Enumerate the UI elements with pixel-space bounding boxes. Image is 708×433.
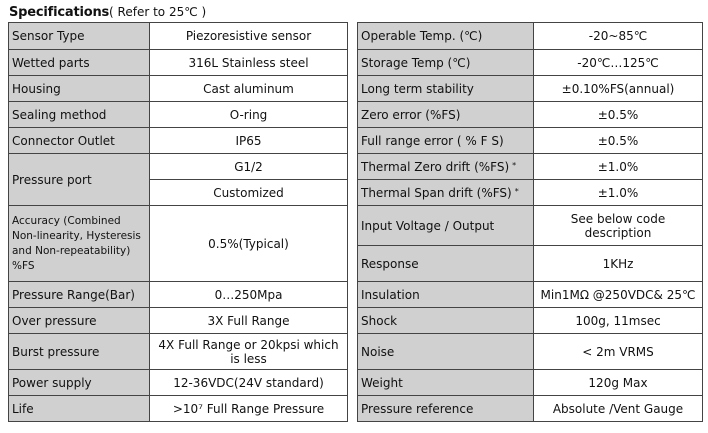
spec-value-insulation: Min1MΩ @250VDC& 25℃ [534, 282, 703, 308]
spec-label-sealing-method: Sealing method [9, 102, 150, 128]
spec-label-operable-temp: Operable Temp. (℃) [358, 23, 534, 50]
spec-value-over-pressure: 3X Full Range [150, 308, 348, 334]
spec-label-shock: Shock [358, 308, 534, 334]
spec-label-thermal-zero-drift [358, 154, 534, 180]
spec-label-long-term-stability: Long term stability [358, 76, 534, 102]
thermal-span-drift-text: Thermal Span drift (%FS) [361, 186, 512, 200]
spec-label-pressure-range: Pressure Range(Bar) [9, 282, 150, 308]
spec-label-zero-error: Zero error (%FS) [358, 102, 534, 128]
spec-label-noise: Noise [358, 334, 534, 370]
spec-value-pressure-port-customized: Customized [150, 180, 348, 206]
spec-value-pressure-port-g12: G1/2 [150, 154, 348, 180]
spec-label-response: Response [358, 246, 534, 282]
spec-value-response: 1KHz [534, 246, 703, 282]
spec-value-thermal-span-drift: ±1.0% [534, 180, 703, 206]
spec-value-long-term-stability: ±0.10%FS(annual) [534, 76, 703, 102]
spec-value-burst-pressure: 4X Full Range or 20kpsi which is less [150, 334, 348, 370]
spec-value-weight: 120g Max [534, 370, 703, 396]
spec-value-accuracy: 0.5%(Typical) [150, 206, 348, 282]
spec-label-storage-temp: Storage Temp (℃) [358, 50, 534, 76]
spec-label-thermal-span-drift [358, 180, 534, 206]
spec-heading: Specifications [9, 5, 110, 20]
spec-label-pressure-reference: Pressure reference [358, 396, 534, 422]
spec-label-insulation: Insulation [358, 282, 534, 308]
spec-value-sensor-type: Piezoresistive sensor [150, 23, 348, 50]
spec-reference-note: ( Refer to 25℃ ) [109, 5, 207, 19]
spec-value-power-supply: 12-36VDC(24V standard) [150, 370, 348, 396]
spec-title [9, 2, 206, 22]
spec-value-input-voltage-output: See below code description [534, 206, 703, 246]
spec-label-power-supply: Power supply [9, 370, 150, 396]
spec-value-life: >10⁷ Full Range Pressure [150, 396, 348, 422]
spec-label-full-range-error: Full range error ( % F S) [358, 128, 534, 154]
spec-value-sealing-method: O-ring [150, 102, 348, 128]
spec-label-burst-pressure: Burst pressure [9, 334, 150, 370]
spec-label-weight: Weight [358, 370, 534, 396]
specifications-table [8, 22, 703, 422]
spec-value-zero-error: ±0.5% [534, 102, 703, 128]
spec-value-noise: < 2m VRMS [534, 334, 703, 370]
spec-value-shock: 100g, 11msec [534, 308, 703, 334]
spec-value-connector-outlet: IP65 [150, 128, 348, 154]
spec-value-wetted-parts: 316L Stainless steel [150, 50, 348, 76]
spec-value-pressure-range: 0…250Mpa [150, 282, 348, 308]
spec-label-connector-outlet: Connector Outlet [9, 128, 150, 154]
spec-label-accuracy: Accuracy (Combined Non-linearity, Hysteresis and Non-repeatability) %FS [9, 206, 150, 282]
spec-value-full-range-error: ±0.5% [534, 128, 703, 154]
spec-label-wetted-parts: Wetted parts [9, 50, 150, 76]
footnote-mark: * [514, 187, 519, 196]
table-row [9, 23, 703, 50]
spec-value-thermal-zero-drift: ±1.0% [534, 154, 703, 180]
footnote-mark: * [512, 161, 517, 170]
spec-label-over-pressure: Over pressure [9, 308, 150, 334]
spec-label-input-voltage-output: Input Voltage / Output [358, 206, 534, 246]
column-gap [348, 23, 358, 422]
spec-value-pressure-reference: Absolute /Vent Gauge [534, 396, 703, 422]
thermal-zero-drift-text: Thermal Zero drift (%FS) [361, 160, 510, 174]
spec-value-operable-temp: -20~85℃ [534, 23, 703, 50]
spec-label-pressure-port: Pressure port [9, 154, 150, 206]
spec-value-storage-temp: -20℃…125℃ [534, 50, 703, 76]
spec-label-sensor-type: Sensor Type [9, 23, 150, 50]
spec-value-housing: Cast aluminum [150, 76, 348, 102]
spec-label-housing: Housing [9, 76, 150, 102]
spec-label-life: Life [9, 396, 150, 422]
